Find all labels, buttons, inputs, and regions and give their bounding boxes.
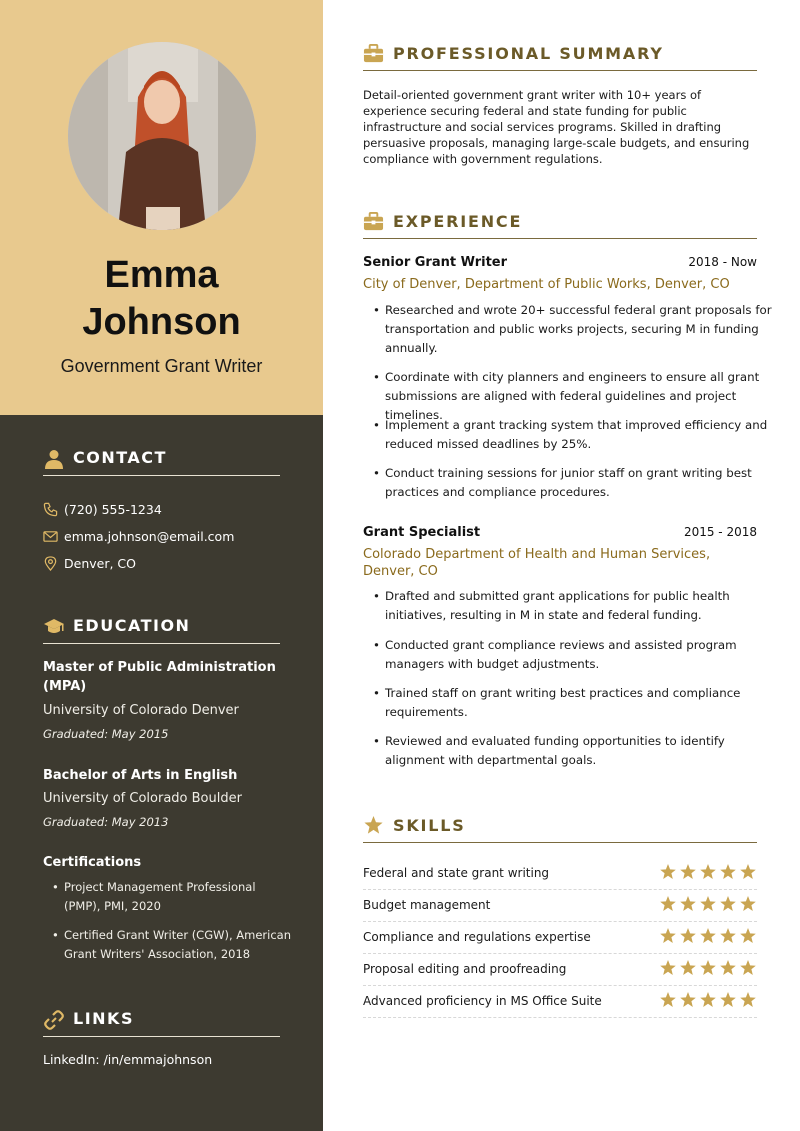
bullet-dot: • bbox=[373, 466, 380, 480]
certification-text: Certified Grant Writer (CGW), American Grant Writers' Association, 2018 bbox=[64, 928, 292, 961]
skill-rating bbox=[659, 863, 757, 881]
profile-panel bbox=[0, 0, 323, 415]
rating-star-icon bbox=[740, 864, 756, 879]
name-last: Johnson bbox=[82, 301, 241, 343]
job-bullet bbox=[373, 587, 773, 625]
person-icon bbox=[43, 448, 65, 470]
degree-school: University of Colorado Denver bbox=[43, 703, 239, 718]
bullet-dot: • bbox=[52, 928, 59, 942]
rating-star-icon bbox=[740, 928, 756, 943]
job-bullet bbox=[373, 301, 773, 358]
rating-star-icon bbox=[740, 960, 756, 975]
job-bullet bbox=[373, 464, 773, 502]
job-position: Grant Specialist bbox=[363, 525, 481, 540]
bullet-dot: • bbox=[373, 589, 380, 603]
bullet-dot: • bbox=[373, 370, 380, 384]
education-heading-text: EDUCATION bbox=[73, 616, 191, 635]
rating-star-icon bbox=[720, 864, 736, 879]
skill-row bbox=[363, 922, 757, 954]
briefcase-icon bbox=[363, 211, 384, 232]
skill-row bbox=[363, 986, 757, 1018]
job-organization: City of Denver, Department of Public Works, Denver, CO bbox=[363, 277, 730, 292]
rating-star-icon bbox=[680, 992, 696, 1007]
summary-section-heading bbox=[363, 41, 757, 71]
links-section-heading bbox=[43, 1007, 280, 1037]
person-name bbox=[0, 252, 323, 346]
rating-star-icon bbox=[720, 960, 736, 975]
degree-graduated: Graduated: May 2013 bbox=[43, 815, 169, 829]
phone-text: (720) 555-1234 bbox=[64, 502, 162, 517]
contact-heading-text: CONTACT bbox=[73, 448, 167, 467]
job-dates: 2015 - 2018 bbox=[683, 525, 757, 539]
rating-star-icon bbox=[700, 896, 716, 911]
rating-star-icon bbox=[680, 960, 696, 975]
rating-star-icon bbox=[660, 864, 676, 879]
bullet-dot: • bbox=[373, 418, 380, 432]
bullet-dot: • bbox=[373, 638, 380, 652]
experience-section-heading bbox=[363, 209, 757, 239]
graduation-cap-icon bbox=[43, 616, 65, 638]
experience-heading-text: EXPERIENCE bbox=[393, 212, 523, 231]
job-bullet bbox=[373, 684, 773, 722]
bullet-text: Conducted grant compliance reviews and assisted program managers with budget adjustments. bbox=[385, 638, 737, 671]
skill-row bbox=[363, 858, 757, 890]
rating-star-icon bbox=[720, 992, 736, 1007]
skill-name: Compliance and regulations expertise bbox=[363, 930, 591, 944]
portrait-photo-icon bbox=[68, 42, 256, 230]
star-icon bbox=[363, 815, 384, 836]
skill-name: Advanced proficiency in MS Office Suite bbox=[363, 994, 602, 1008]
degree-title: Master of Public Administration (MPA) bbox=[43, 660, 276, 694]
rating-star-icon bbox=[660, 928, 676, 943]
email-text[interactable]: emma.johnson@email.com bbox=[64, 529, 235, 544]
skill-name: Federal and state grant writing bbox=[363, 866, 550, 880]
rating-star-icon bbox=[680, 864, 696, 879]
skill-rating bbox=[659, 895, 757, 913]
phone-icon bbox=[43, 502, 58, 517]
skill-row bbox=[363, 954, 757, 986]
degree-title: Bachelor of Arts in English bbox=[43, 768, 238, 783]
left-column bbox=[0, 0, 323, 1131]
rating-star-icon bbox=[720, 896, 736, 911]
location-text: Denver, CO bbox=[64, 556, 136, 571]
skill-rating bbox=[659, 991, 757, 1009]
rating-star-icon bbox=[700, 960, 716, 975]
job-organization: Colorado Department of Health and Human Services, Denver, CO bbox=[363, 547, 711, 579]
rating-star-icon bbox=[740, 992, 756, 1007]
bullet-text: Researched and wrote 20+ successful federal grant proposals for transportation and public works projects, securing M in funding annually. bbox=[385, 303, 772, 355]
bullet-text: Drafted and submitted grant applications for public health initiatives, resulting in M in state and federal funding. bbox=[385, 589, 730, 622]
name-first: Emma bbox=[104, 254, 219, 296]
job-position: Senior Grant Writer bbox=[363, 255, 508, 270]
skills-heading-text: SKILLS bbox=[393, 816, 466, 835]
degree-graduated: Graduated: May 2015 bbox=[43, 727, 169, 741]
rating-star-icon bbox=[660, 896, 676, 911]
skill-name: Proposal editing and proofreading bbox=[363, 962, 567, 976]
education-section-heading bbox=[43, 614, 280, 644]
certification-item bbox=[52, 926, 292, 964]
skill-row bbox=[363, 890, 757, 922]
link-chain-icon bbox=[43, 1009, 65, 1031]
rating-star-icon bbox=[700, 992, 716, 1007]
summary-paragraph: Detail-oriented government grant writer with 10+ years of experience securing federal and state funding for public infrastructure and social services programs. Skilled in drafting persuasive proposals, managing large-scale budgets, and ensuring compliance with government regulations. bbox=[363, 88, 750, 166]
certifications-heading: Certifications bbox=[43, 855, 142, 870]
bullet-text: Conduct training sessions for junior staff on grant writing best practices and compliance procedures. bbox=[385, 466, 752, 499]
location-pin-icon bbox=[43, 556, 58, 571]
briefcase-icon bbox=[363, 43, 384, 64]
rating-star-icon bbox=[740, 896, 756, 911]
certification-text: Project Management Professional (PMP), PMI, 2020 bbox=[64, 880, 256, 913]
linkedin-link[interactable]: LinkedIn: /in/emmajohnson bbox=[43, 1052, 213, 1067]
bullet-dot: • bbox=[373, 303, 380, 317]
bullet-text: Trained staff on grant writing best practices and compliance requirements. bbox=[385, 686, 741, 719]
bullet-text: Coordinate with city planners and engineers to ensure all grant submissions are aligned with federal guidelines and project timelines. bbox=[385, 370, 760, 422]
job-dates: 2018 - Now bbox=[688, 255, 757, 269]
skill-rating bbox=[659, 927, 757, 945]
rating-star-icon bbox=[700, 928, 716, 943]
job-bullet bbox=[373, 732, 773, 770]
summary-heading-text: PROFESSIONAL SUMMARY bbox=[393, 44, 664, 63]
bullet-text: Implement a grant tracking system that improved efficiency and reduced missed deadlines by 25%. bbox=[385, 418, 768, 451]
skill-rating bbox=[659, 959, 757, 977]
rating-star-icon bbox=[680, 928, 696, 943]
links-heading-text: LINKS bbox=[73, 1009, 134, 1028]
rating-star-icon bbox=[680, 896, 696, 911]
bullet-dot: • bbox=[373, 686, 380, 700]
contact-section-heading bbox=[43, 446, 280, 476]
bullet-text: Reviewed and evaluated funding opportunities to identify alignment with departmental goals. bbox=[385, 734, 725, 767]
job-title: Government Grant Writer bbox=[60, 356, 263, 376]
bullet-dot: • bbox=[52, 880, 59, 894]
rating-star-icon bbox=[660, 992, 676, 1007]
certification-item bbox=[52, 878, 292, 916]
rating-star-icon bbox=[720, 928, 736, 943]
skill-name: Budget management bbox=[363, 898, 491, 912]
skills-section-heading bbox=[363, 813, 757, 843]
envelope-icon bbox=[43, 529, 58, 544]
degree-school: University of Colorado Boulder bbox=[43, 791, 242, 806]
bullet-dot: • bbox=[373, 734, 380, 748]
job-bullet bbox=[373, 416, 773, 454]
job-bullet bbox=[373, 636, 773, 674]
profile-photo bbox=[68, 42, 256, 230]
rating-star-icon bbox=[700, 864, 716, 879]
rating-star-icon bbox=[660, 960, 676, 975]
